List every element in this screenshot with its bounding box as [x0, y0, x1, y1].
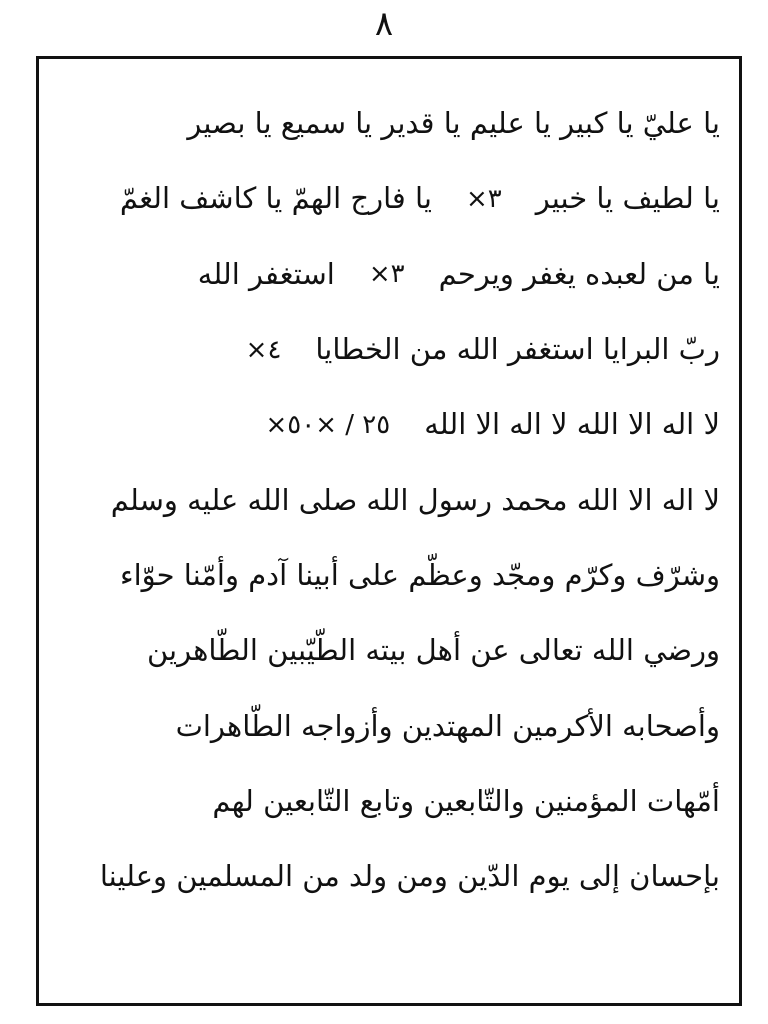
text-line-1 — [62, 86, 720, 161]
text-line-10 — [62, 764, 720, 839]
text-line-9 — [62, 688, 720, 763]
text-line-8 — [62, 613, 720, 688]
line-2-repeat-count: ×٣ — [465, 183, 502, 214]
line-3-text-a: يا من لعبده يغفر ويرحم — [438, 256, 720, 291]
line-4-repeat-count: ×٤ — [245, 334, 282, 365]
line-7-text: وشرّف وكرّم ومجّد وعظّم على أبينا آدم وأمّنا حوّاء — [119, 557, 720, 592]
text-line-11 — [62, 839, 720, 914]
line-2-text-a: يا لطيف يا خبير — [535, 181, 720, 216]
page-number: ٨ — [374, 4, 394, 44]
line-10-text: أمّهات المؤمنين والتّابعين وتابع التّابعين لهم — [212, 783, 720, 818]
text-line-3 — [62, 237, 720, 312]
line-5-text: لا اله الا الله لا اله الا الله — [424, 407, 720, 442]
line-1-text: يا عليّ يا كبير يا عليم يا قدير يا سميع يا بصير — [187, 106, 720, 141]
line-11-text: بإحسان إلى يوم الدّين ومن ولد من المسلمين وعلينا — [99, 859, 720, 894]
line-2-text-b: يا فارج الهمّ يا كاشف الغمّ — [119, 181, 432, 216]
line-4-text: ربّ البرايا استغفر الله من الخطايا — [315, 332, 720, 367]
text-line-5 — [62, 387, 720, 462]
text-line-6 — [62, 462, 720, 537]
line-9-text: وأصحابه الأكرمين المهتدين وأزواجه الطّاهرات — [175, 708, 720, 743]
line-3-text-b: استغفر الله — [197, 256, 335, 291]
text-block — [62, 86, 720, 990]
line-5-repeat-count: ×٢٥ / ×٥٠ — [265, 409, 391, 440]
text-line-7 — [62, 538, 720, 613]
line-6-text: لا اله الا الله محمد رسول الله صلى الله عليه وسلم — [110, 482, 720, 517]
text-line-2 — [62, 161, 720, 236]
text-line-4 — [62, 312, 720, 387]
line-8-text: ورضي الله تعالى عن أهل بيته الطّيّبين الطّاهرين — [146, 633, 720, 668]
line-3-repeat-count: ×٣ — [368, 259, 405, 290]
